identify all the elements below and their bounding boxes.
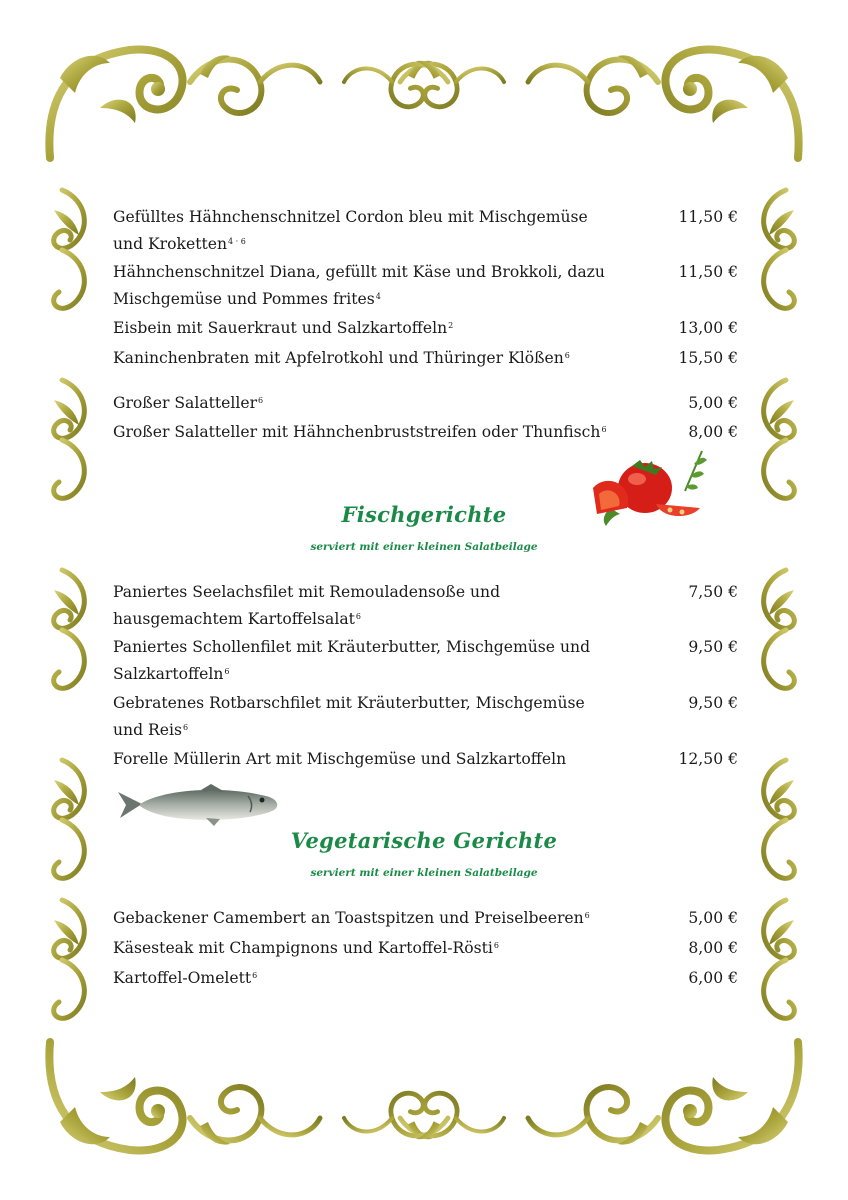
allergen-note: 2 [448,321,454,330]
item-name: Kaninchenbraten mit Apfelrotkohl und Thüringer Klößen$^6$ [113,349,570,367]
menu-item [113,634,738,688]
item-name: Großer Salatteller$^6$ [113,394,264,412]
allergen-note: 6 [258,396,264,405]
item-name: Gefülltes Hähnchenschnitzel Cordon bleu mit Mischgemüse und Kroketten$^{4 \cdot 6}$ [113,208,588,253]
item-name: Eisbein mit Sauerkraut und Salzkartoffeln$^2$ [113,319,454,337]
allergen-note: 6 [224,667,230,676]
item-name: Forelle Müllerin Art mit Mischgemüse und Salzkartoffeln [113,750,567,768]
section-title-fish: Fischgerichte [341,502,507,527]
tomato-icon [590,446,710,532]
item-price: 12,50 € [678,750,738,768]
menu-item [113,579,738,633]
menu-item [113,746,738,773]
item-price: 8,00 € [688,939,738,957]
item-price: 15,50 € [678,349,738,367]
item-name: Kartoffel-Omelett$^6$ [113,969,258,987]
menu-item [113,390,738,417]
allergen-note: 6 [493,941,499,950]
menu-item [113,905,738,932]
item-name: Großer Salatteller mit Hähnchenbruststreifen oder Thunfisch$^6$ [113,423,607,441]
item-price: 9,50 € [688,694,738,712]
item-name: Paniertes Seelachsfilet mit Remouladensoße und hausgemachtem Kartoffelsalat$^6$ [113,583,501,628]
item-price: 7,50 € [688,583,738,601]
menu-item [113,935,738,962]
allergen-note: 6 [355,612,361,621]
section-subtitle-vegetarian: serviert mit einer kleinen Salatbeilage [310,867,538,879]
item-price: 6,00 € [688,969,738,987]
item-price: 5,00 € [688,394,738,412]
allergen-note: 6 [601,425,607,434]
allergen-note: 6 [182,723,189,732]
item-name: Käsesteak mit Champignons und Kartoffel-Rösti$^6$ [113,939,499,957]
allergen-note: 4 · 6 [228,237,246,246]
item-name: Paniertes Schollenfilet mit Kräuterbutter, Mischgemüse und Salzkartoffeln$^6$ [113,638,591,683]
menu-item [113,315,738,342]
item-price: 8,00 € [688,423,738,441]
item-price: 13,00 € [678,319,738,337]
item-price: 11,50 € [678,208,738,226]
menu-item [113,419,738,446]
item-price: 11,50 € [678,263,738,281]
item-name: Gebackener Camembert an Toastspitzen und Preiselbeeren$^6$ [113,909,590,927]
menu-item [113,259,738,313]
allergen-note: 6 [252,971,258,980]
item-price: 9,50 € [688,638,738,656]
item-name: Hähnchenschnitzel Diana, gefüllt mit Käse und Brokkoli, dazu Mischgemüse und Pommes frites$^4$ [113,263,605,308]
menu-item [113,965,738,992]
item-price: 5,00 € [688,909,738,927]
menu-item [113,345,738,372]
section-title-vegetarian: Vegetarische Gerichte [290,828,558,853]
menu-item [113,690,738,744]
menu-item [113,204,738,258]
allergen-note: 4 [375,292,381,301]
allergen-note: 6 [564,351,570,360]
allergen-note: 6 [584,911,590,920]
item-name: Gebratenes Rotbarschfilet mit Kräuterbutter, Mischgemüse und Reis$^6$ [113,694,585,739]
fish-icon [116,782,282,832]
section-subtitle-fish: serviert mit einer kleinen Salatbeilage [310,541,538,553]
